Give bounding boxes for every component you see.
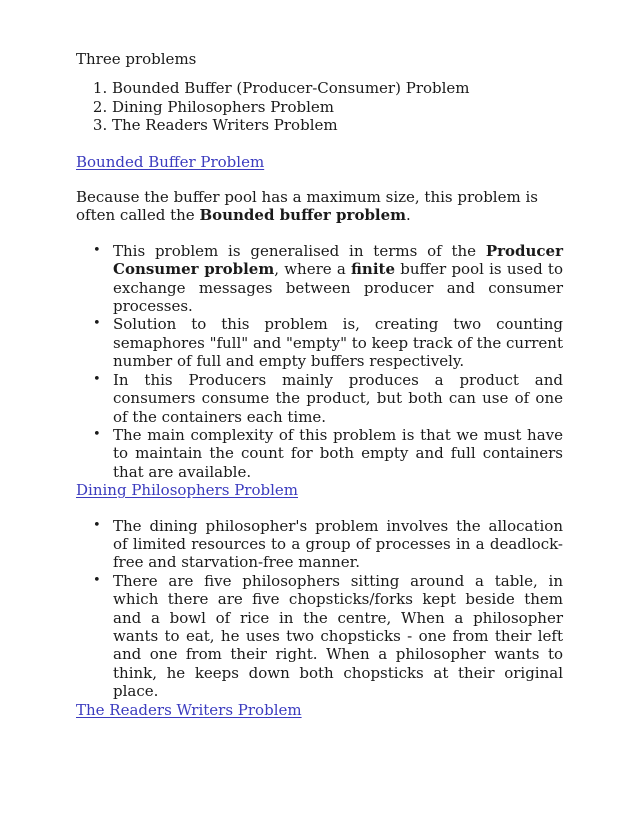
intro-text: Three problems [76, 50, 197, 68]
list-item: • The main complexity of this problem is that we must have to maintain the count for both empty and full containers that are available. [113, 426, 563, 481]
bullet-bold: finite [351, 260, 396, 279]
list-item: • There are five philosophers sitting around a table, in which there are five chopsticks/forks kept beside them and a bowl of rice in the centre, When a philosopher wants to eat, he uses two chopsticks - one from their left and one from their right. When a philosopher wants to think, he keeps down both chopsticks at their original place. [113, 572, 563, 701]
dining-philosophers-link[interactable]: Dining Philosophers Problem [76, 481, 298, 500]
problem-item: 2. Dining Philosophers Problem [112, 98, 563, 116]
problem-list [76, 79, 563, 134]
bounded-buffer-bullets [76, 242, 563, 481]
readers-writers-link[interactable]: The Readers Writers Problem [76, 700, 302, 719]
desc-text: . [406, 206, 411, 225]
problem-item: 3. The Readers Writers Problem [112, 116, 563, 134]
bullet-text: buffer pool is used to exchange messages between producer and consumer processes. [113, 260, 563, 316]
bounded-buffer-description [76, 188, 563, 225]
bullet-text: , where a [274, 260, 352, 279]
bounded-buffer-link[interactable]: Bounded Buffer Problem [76, 152, 265, 171]
desc-bold: Bounded buffer problem [199, 206, 407, 225]
desc-text: Because the buffer pool has a maximum size, this problem is often called the [76, 188, 538, 225]
list-item: • In this Producers mainly produces a product and consumers consume the product, but both can use of one of the containers each time. [113, 371, 563, 426]
bullet-bold: Producer Consumer problem [113, 241, 563, 279]
dining-philosophers-bullets [76, 517, 563, 701]
list-item: • Solution to this problem is, creating two counting semaphores "full" and "empty" to keep track of the current number of full and empty buffers respectively. [113, 315, 563, 370]
bullet-text: This problem is generalised in terms of the [113, 241, 486, 260]
problem-item: 1. Bounded Buffer (Producer-Consumer) Problem [112, 79, 563, 97]
list-item: • The dining philosopher's problem involves the allocation of limited resources to a group of processes in a deadlock-free and starvation-free manner. [113, 517, 563, 572]
document-body [76, 50, 563, 736]
list-item [113, 242, 563, 316]
